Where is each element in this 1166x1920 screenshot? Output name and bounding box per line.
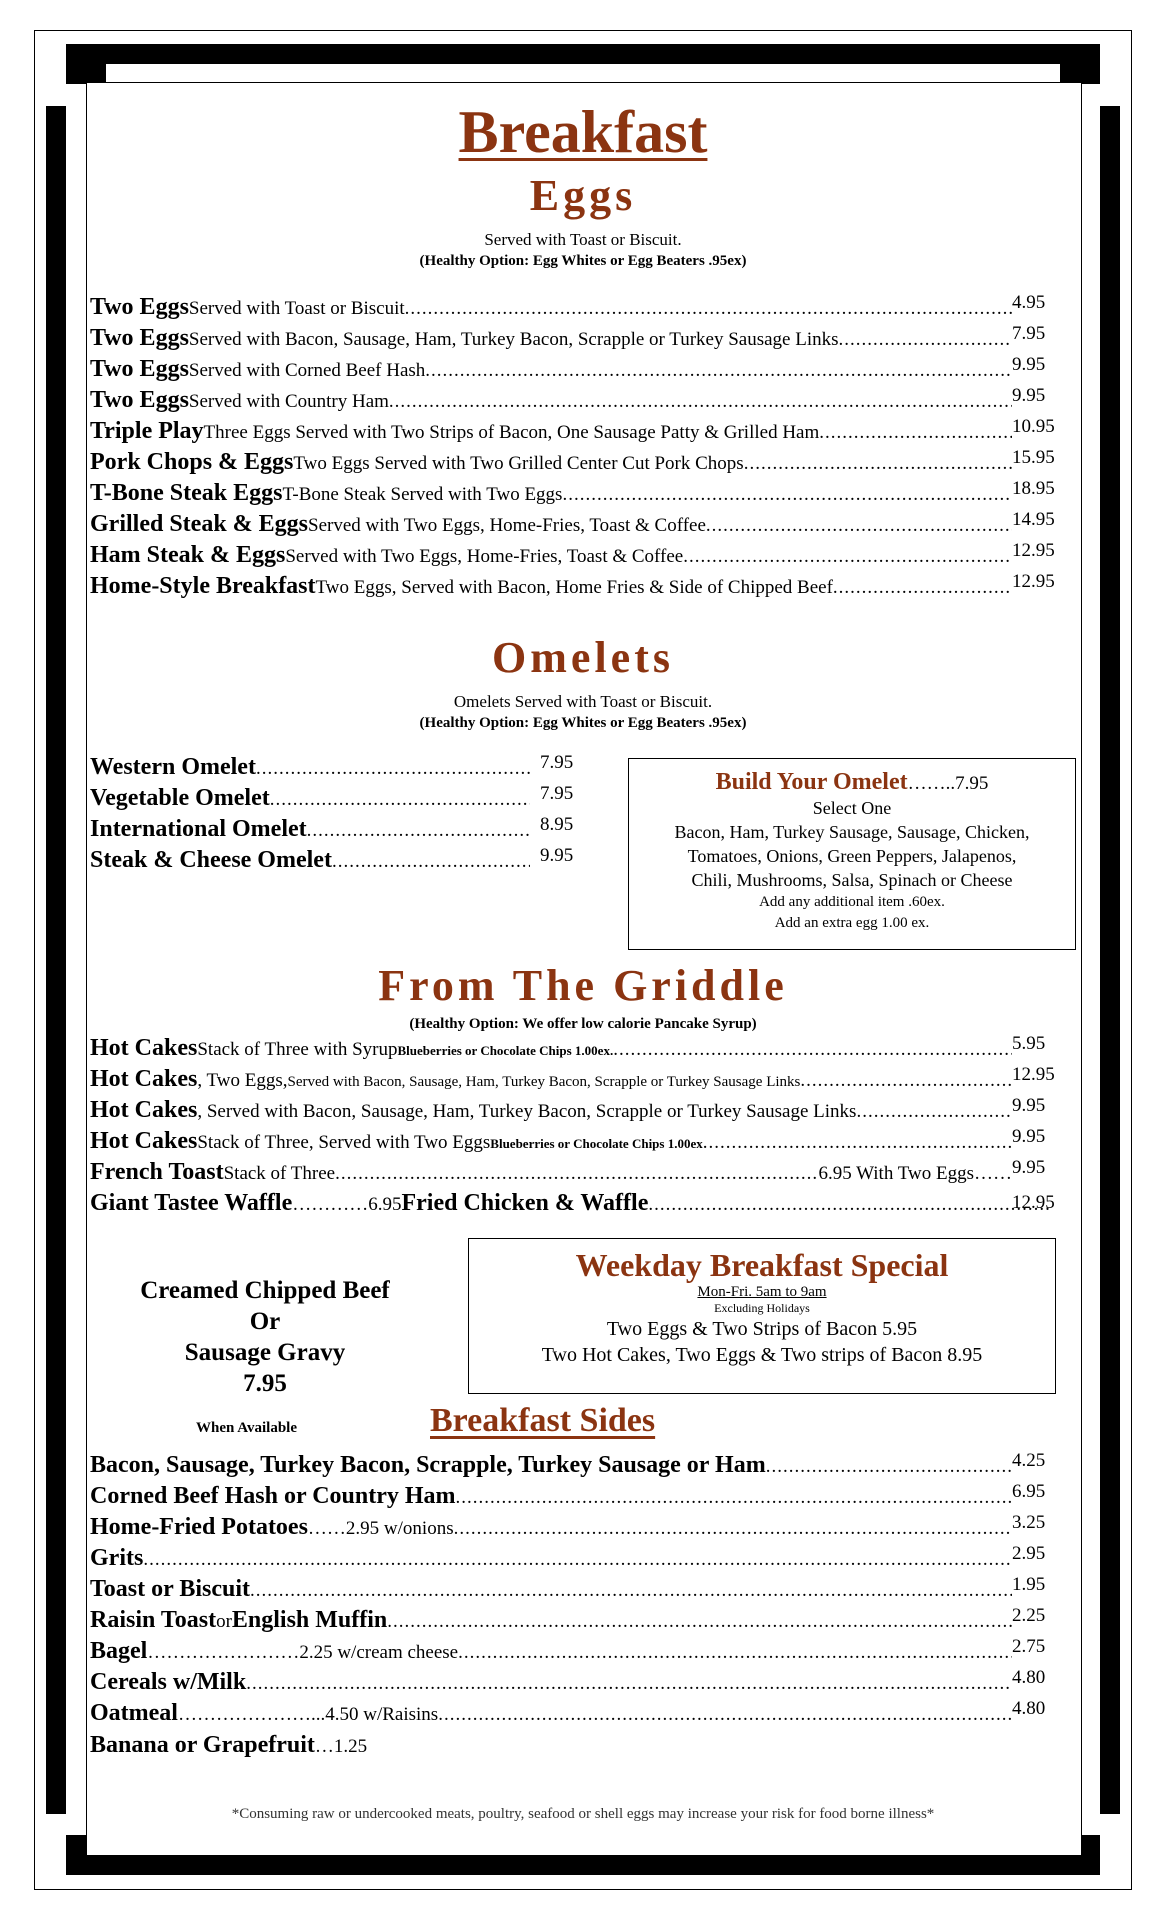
build-your-omelet-price: ……..7.95 [907, 773, 989, 794]
item-description: Two Eggs, Served with Bacon, Home Fries & Side of Chipped Beef [315, 577, 833, 598]
item-name: Hot Cakes [90, 1066, 198, 1092]
item-price: 3.25 [1012, 1512, 1046, 1533]
build-your-omelet-title: Build Your Omelet……..7.95 [715, 769, 989, 795]
menu-item [90, 573, 1012, 603]
item-price: 9.95 [540, 845, 574, 866]
omelet-item [90, 754, 530, 781]
omelets-heading: Omelets [492, 633, 674, 682]
item-description: T-Bone Steak Served with Two Eggs [282, 484, 563, 505]
side-item [90, 1700, 1012, 1730]
menu-item-waffle [90, 1190, 1050, 1220]
dot-leader [703, 1132, 1012, 1154]
item-name: Western Omelet [90, 754, 256, 780]
creamed-chipped-beef-block [100, 1275, 430, 1399]
item-name: English Muffin [231, 1607, 388, 1633]
omelet-item [90, 785, 530, 812]
special-hours: Mon-Fri. 5am to 9am [697, 1284, 827, 1300]
griddle-item [90, 1097, 1012, 1127]
omelet-item [90, 847, 530, 874]
item-price: …1.25 [314, 1736, 368, 1757]
griddle-heading: From The Griddle [378, 961, 788, 1010]
item-name: Toast or Biscuit [90, 1576, 251, 1602]
dot-leader: ………… [292, 1194, 369, 1215]
item-price: 6.95 [1012, 1481, 1046, 1502]
item-option: 6.95 With Two Eggs [818, 1163, 974, 1184]
menu-item [90, 480, 1012, 510]
menu-frame-corner [66, 44, 106, 84]
eggs-heading: Eggs [529, 171, 637, 220]
when-available-note: When Available [196, 1420, 297, 1436]
item-name: Banana or Grapefruit [90, 1732, 315, 1758]
item-name: Home-Style Breakfast [90, 573, 316, 599]
omelets-healthy-note: (Healthy Option: Egg Whites or Egg Beaters .95ex) [419, 715, 747, 731]
item-name: Bacon, Sausage, Turkey Bacon, Scrapple, Turkey Sausage or Ham [90, 1452, 766, 1478]
menu-item-banana [90, 1732, 1050, 1762]
item-price: 8.95 [540, 814, 574, 835]
item-name: Two Eggs [90, 356, 189, 382]
dot-leader [613, 1039, 1012, 1061]
side-item [90, 1514, 1012, 1544]
item-name: International Omelet [90, 816, 307, 842]
dot-leader [389, 391, 1012, 413]
item-description: Stack of Three, Served with Two Eggs [197, 1132, 491, 1153]
dot-leader [744, 453, 1012, 475]
special-line: Two Eggs & Two Strips of Bacon 5.95 [606, 1318, 918, 1340]
item-description: Served with Two Eggs, Home-Fries, Toast & Coffee [308, 515, 706, 536]
build-your-omelet-box [628, 758, 1076, 950]
dot-leader [332, 851, 530, 873]
build-select-one: Select One [812, 798, 892, 818]
eggs-healthy-note: (Healthy Option: Egg Whites or Egg Beaters .95ex) [419, 253, 747, 269]
dot-leader [819, 422, 1012, 444]
side-item [90, 1576, 1012, 1606]
item-name: Two Eggs [90, 325, 189, 351]
build-options-line: Chili, Mushrooms, Salsa, Spinach or Cheese [691, 870, 1013, 890]
item-description: Three Eggs Served with Two Strips of Bacon, One Sausage Patty & Grilled Ham [203, 422, 820, 443]
menu-item [90, 542, 1012, 572]
dot-leader [766, 1456, 1012, 1478]
item-price: 12.95 [1012, 1192, 1055, 1213]
dot-leader [270, 789, 530, 811]
build-add-egg: Add an extra egg 1.00 ex. [774, 915, 930, 931]
menu-frame-top-bar [106, 44, 1062, 64]
item-name: Giant Tastee Waffle [90, 1190, 293, 1216]
dot-leader [250, 1580, 1012, 1602]
item-price: 4.80 [1012, 1698, 1046, 1719]
dot-leader [335, 1163, 818, 1185]
item-description: Stack of Three [223, 1163, 336, 1184]
item-addon: Blueberries or Chocolate Chips 1.00ex [490, 1136, 703, 1151]
item-name: Grits [90, 1545, 144, 1571]
item-description: Served with Toast or Biscuit [188, 298, 405, 319]
item-price: 9.95 [1012, 1126, 1046, 1147]
side-item [90, 1669, 1012, 1699]
item-name: Hot Cakes [90, 1128, 198, 1154]
item-price: 10.95 [1012, 416, 1055, 437]
item-option: 2.25 w/cream cheese [299, 1642, 459, 1663]
item-description: Stack of Three with Syrup [197, 1039, 398, 1060]
menu-item [90, 511, 1012, 541]
item-price: 7.95 [1012, 323, 1046, 344]
item-price: 5.95 [1012, 1033, 1046, 1054]
item-option: 2.95 w/onions [345, 1518, 454, 1539]
item-name: Raisin Toast [90, 1607, 217, 1633]
side-item [90, 1545, 1012, 1575]
item-name: French Toast [90, 1159, 224, 1185]
item-addon: Blueberries or Chocolate Chips 1.00ex. [397, 1043, 614, 1058]
omelet-item [90, 816, 530, 843]
side-item [90, 1452, 1012, 1482]
item-price: 18.95 [1012, 478, 1055, 499]
item-name: Hot Cakes [90, 1097, 198, 1123]
item-price: 4.80 [1012, 1667, 1046, 1688]
item-price: 1.95 [1012, 1574, 1046, 1595]
griddle-item [90, 1035, 1012, 1065]
omelets-note: Omelets Served with Toast or Biscuit. [453, 692, 713, 711]
dot-leader [458, 1642, 1012, 1664]
creamed-line: Creamed Chipped Beef [140, 1277, 390, 1304]
dot-leader [456, 1487, 1012, 1509]
item-price: 2.75 [1012, 1636, 1046, 1657]
dot-leader [143, 1549, 1012, 1571]
item-price: 14.95 [1012, 509, 1055, 530]
dot-leader: …………………… [147, 1642, 300, 1663]
special-title: Weekday Breakfast Special [575, 1247, 949, 1283]
item-description: Served with Country Ham [188, 391, 389, 412]
dot-leader [648, 1194, 1050, 1216]
dot-leader [454, 1518, 1012, 1540]
dot-leader: …………………... [177, 1704, 326, 1725]
item-name: Oatmeal [90, 1700, 178, 1726]
eggs-note: Served with Toast or Biscuit. [484, 230, 682, 249]
menu-item [90, 294, 1012, 324]
item-description: Served with Two Eggs, Home-Fries, Toast & Coffee [285, 546, 684, 567]
sides-heading: Breakfast Sides [430, 1402, 656, 1439]
dot-leader [438, 1704, 1012, 1726]
item-name: Two Eggs [90, 387, 189, 413]
side-item [90, 1483, 1012, 1513]
dot-leader [256, 758, 530, 780]
menu-frame-bottom-bar [106, 1855, 1062, 1875]
item-connector: or [216, 1611, 232, 1632]
build-options-line: Bacon, Ham, Turkey Sausage, Sausage, Chicken, [674, 822, 1030, 842]
item-description: , Served with Bacon, Sausage, Ham, Turkey Bacon, Scrapple or Turkey Sausage Links [197, 1101, 857, 1122]
dot-leader: …… [974, 1163, 1012, 1184]
item-name: Hot Cakes [90, 1035, 198, 1061]
item-name: Cereals w/Milk [90, 1669, 247, 1695]
item-name: Vegetable Omelet [90, 785, 270, 811]
menu-item [90, 356, 1012, 386]
dot-leader [425, 360, 1012, 382]
item-price: 6.95 [368, 1194, 402, 1215]
item-name: T-Bone Steak Eggs [90, 480, 283, 506]
griddle-item [90, 1128, 1012, 1158]
special-excluding: Excluding Holidays [714, 1301, 810, 1315]
item-price: 9.95 [1012, 1095, 1046, 1116]
dot-leader [800, 1070, 1012, 1092]
item-price: 9.95 [1012, 1157, 1046, 1178]
dot-leader [833, 577, 1012, 599]
menu-item [90, 418, 1012, 448]
item-name: Steak & Cheese Omelet [90, 847, 332, 873]
dot-leader [562, 484, 1012, 506]
item-name: Grilled Steak & Eggs [90, 511, 309, 537]
item-description: Served with Bacon, Sausage, Ham, Turkey Bacon, Scrapple or Turkey Sausage Links [188, 329, 839, 350]
dot-leader [839, 329, 1012, 351]
dot-leader [856, 1101, 1012, 1123]
menu-item [90, 449, 1012, 479]
page-title: Breakfast [458, 99, 708, 165]
item-price: 15.95 [1012, 447, 1055, 468]
item-price: 4.25 [1012, 1450, 1046, 1471]
item-name: Bagel [90, 1638, 148, 1664]
item-price: 7.95 [540, 783, 574, 804]
item-name: Pork Chops & Eggs [90, 449, 294, 475]
menu-frame-corner [1060, 44, 1100, 84]
dot-leader [405, 298, 1012, 320]
build-add-item: Add any additional item .60ex. [759, 894, 945, 910]
dot-leader [387, 1611, 1012, 1633]
griddle-item [90, 1159, 1012, 1189]
menu-item [90, 325, 1012, 355]
special-line: Two Hot Cakes, Two Eggs & Two strips of Bacon 8.95 [541, 1344, 983, 1366]
item-description: Two Eggs Served with Two Grilled Center Cut Pork Chops [293, 453, 744, 474]
item-price: 12.95 [1012, 571, 1055, 592]
item-name: Two Eggs [90, 294, 189, 320]
dot-leader [683, 546, 1012, 568]
item-price: 7.95 [540, 752, 574, 773]
dot-leader [307, 820, 530, 842]
item-price: 12.95 [1012, 540, 1055, 561]
item-name: Triple Play [90, 418, 204, 444]
item-addon: Served with Bacon, Sausage, Ham, Turkey Bacon, Scrapple or Turkey Sausage Links [287, 1074, 801, 1090]
griddle-item [90, 1066, 1012, 1096]
creamed-line: Sausage Gravy [184, 1339, 346, 1366]
dot-leader [706, 515, 1012, 537]
item-name: Fried Chicken & Waffle [401, 1190, 649, 1216]
item-description: Served with Corned Beef Hash [188, 360, 426, 381]
dot-leader: …… [307, 1518, 346, 1539]
side-item [90, 1638, 1012, 1668]
food-safety-footnote: *Consuming raw or undercooked meats, poultry, seafood or shell eggs may increase your risk for food borne illness* [231, 1806, 935, 1822]
item-option: 4.50 w/Raisins [325, 1704, 439, 1725]
item-name: Home-Fried Potatoes [90, 1514, 308, 1540]
item-price: 4.95 [1012, 292, 1046, 313]
griddle-healthy-note: (Healthy Option: We offer low calorie Pancake Syrup) [409, 1016, 757, 1032]
item-name: Corned Beef Hash or Country Ham [90, 1483, 456, 1509]
build-options-line: Tomatoes, Onions, Green Peppers, Jalapenos, [687, 846, 1017, 866]
side-item [90, 1607, 1012, 1637]
item-description: , Two Eggs, [197, 1070, 288, 1091]
weekday-special-box [468, 1238, 1056, 1394]
dot-leader [246, 1673, 1012, 1695]
item-price: 9.95 [1012, 385, 1046, 406]
item-price: 2.25 [1012, 1605, 1046, 1626]
item-price: 12.95 [1012, 1064, 1055, 1085]
item-price: 9.95 [1012, 354, 1046, 375]
item-name: Ham Steak & Eggs [90, 542, 286, 568]
menu-item [90, 387, 1012, 417]
item-price: 2.95 [1012, 1543, 1046, 1564]
creamed-price: 7.95 [243, 1370, 287, 1397]
creamed-line: Or [249, 1308, 281, 1335]
